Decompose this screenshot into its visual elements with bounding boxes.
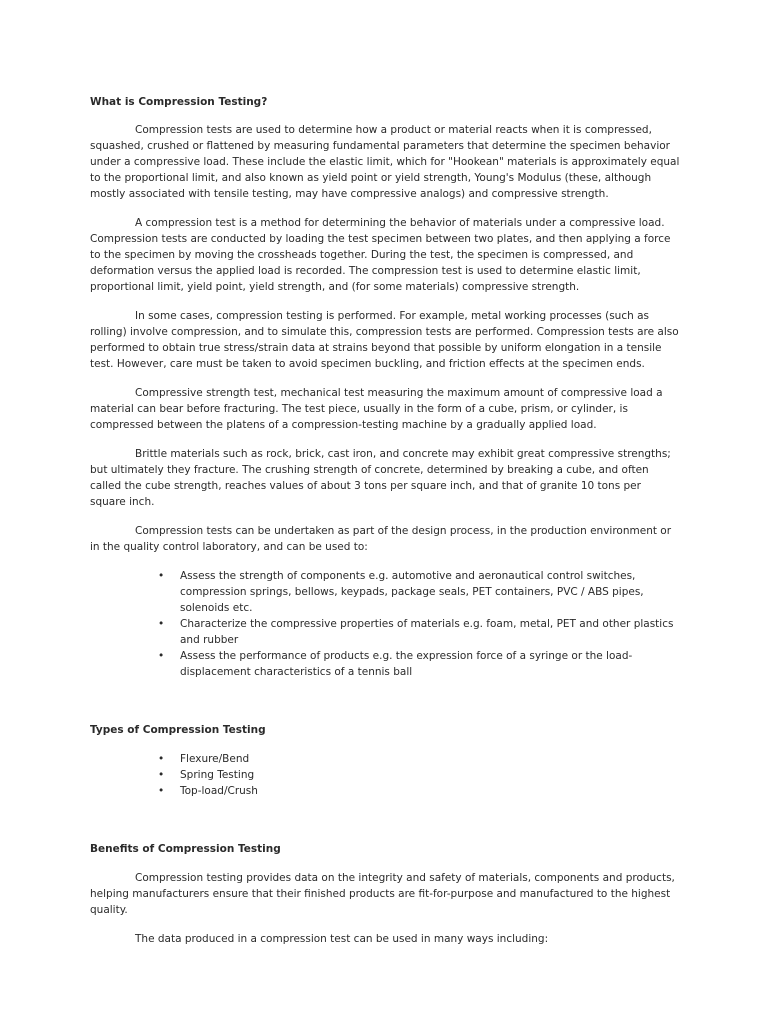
types-list xyxy=(90,751,680,799)
list-item: • Characterize the compressive properties of materials e.g. foam, metal, PET and other plastics and rubber xyxy=(180,616,680,648)
paragraph-cases: In some cases, compression testing is performed. For example, metal working processes (such as rolling) involve compression, and to simulate this, compression tests are performed. Compression tests are also performed to obtain true stress/strain data at strains beyond that possible by uniform elongation in a tensile test. However, care must be taken to avoid specimen buckling, and friction effects at the specimen ends. xyxy=(90,310,679,370)
paragraph-method: A compression test is a method for determining the behavior of materials under a compressive load. Compression tests are conducted by loading the test specimen between two plates, and then applying a force to the specimen by moving the crossheads together. During the test, the specimen is compressed, and deformation versus the applied load is recorded. The compression test is used to determine elastic limit, proportional limit, yield point, yield strength, and (for some materials) compressive strength. xyxy=(90,217,671,293)
section-heading-benefits-of-compression-testing: Benefits of Compression Testing xyxy=(90,843,281,855)
list-item: • Flexure/Bend xyxy=(180,751,680,767)
uses-list xyxy=(90,568,680,680)
paragraph-data-uses-intro: The data produced in a compression test can be used in many ways including: xyxy=(135,933,549,945)
paragraph-definition: Compression tests are used to determine how a product or material reacts when it is compressed, squashed, crushed or flattened by measuring fundamental parameters that determine the specimen behavior under a compressive load. These include the elastic limit, which for "Hookean" materials is approximately equal to the proportional limit, and also known as yield point or yield strength, Young's Modulus (these, although mostly associated with tensile testing, may have compressive analogs) and compressive strength. xyxy=(90,124,680,200)
list-item: • Top-load/Crush xyxy=(180,783,680,799)
list-item: • Assess the strength of components e.g. automotive and aeronautical control switches, compression springs, bellows, keypads, package seals, PET containers, PVC / ABS pipes, solenoids etc. xyxy=(180,568,680,616)
list-item: • Assess the performance of products e.g. the expression force of a syringe or the load-displacement characteristics of a tennis ball xyxy=(180,648,680,680)
section-heading-what-is-compression-testing: What is Compression Testing? xyxy=(90,96,268,108)
paragraph-benefits: Compression testing provides data on the integrity and safety of materials, components and products, helping manufacturers ensure that their finished products are fit-for-purpose and manufactured to the highest quality. xyxy=(90,872,675,916)
section-heading-types-of-compression-testing: Types of Compression Testing xyxy=(90,724,266,736)
paragraph-brittle-materials: Brittle materials such as rock, brick, cast iron, and concrete may exhibit great compressive strengths; but ultimately they fracture. The crushing strength of concrete, determined by breaking a cube, and often called the cube strength, reaches values of about 3 tons per square inch, and that of granite 10 tons per square inch. xyxy=(90,448,671,508)
list-item: • Spring Testing xyxy=(180,767,680,783)
paragraph-uses-intro: Compression tests can be undertaken as part of the design process, in the production environment or in the quality control laboratory, and can be used to: xyxy=(90,525,672,553)
paragraph-compressive-strength: Compressive strength test, mechanical test measuring the maximum amount of compressive load a material can bear before fracturing. The test piece, usually in the form of a cube, prism, or cylinder, is compressed between the platens of a compression-testing machine by a gradually applied load. xyxy=(90,387,663,431)
